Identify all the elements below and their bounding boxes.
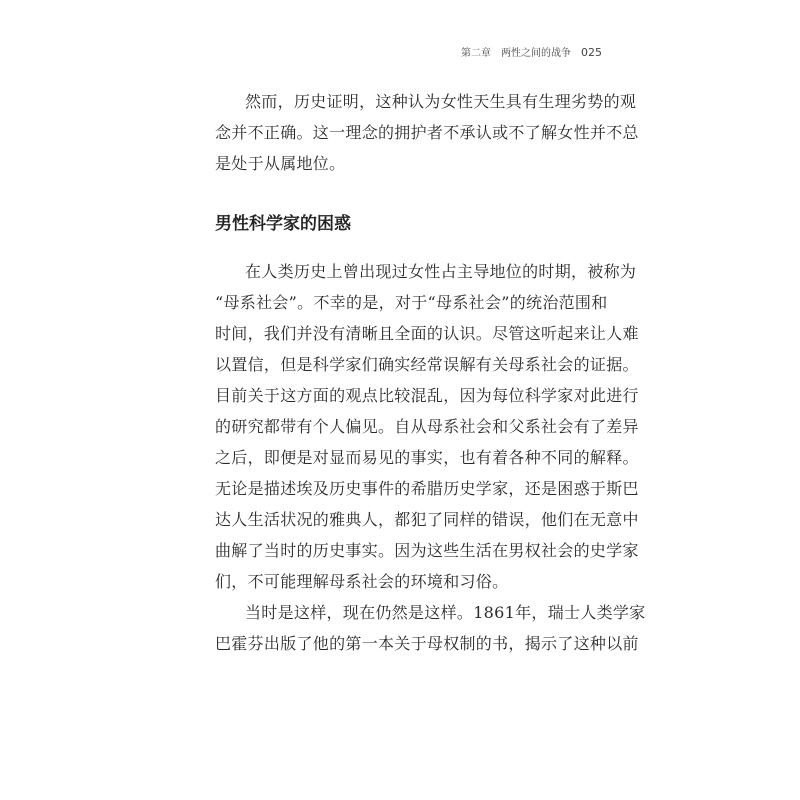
body-line: 念并不正确。这一理念的拥护者不承认或不了解女性并不总	[215, 123, 639, 142]
body-line: 是处于从属地位。	[215, 154, 346, 173]
body-line: “母系社会”。不幸的是，对于“母系社会”的统治范围和	[215, 293, 608, 312]
page-number: 025	[581, 46, 602, 59]
body-line: 们，不可能理解母系社会的环境和习俗。	[215, 572, 509, 591]
body-line: 达人生活状况的雅典人，都犯了同样的错误，他们在无意中	[215, 510, 639, 529]
body-line: 然而，历史证明，这种认为女性天生具有生理劣势的观	[245, 92, 637, 111]
body-line: 当时是这样，现在仍然是这样。1861年，瑞士人类学家	[245, 603, 646, 622]
body-line: 以置信，但是科学家们确实经常误解有关母系社会的证据。	[215, 355, 639, 374]
body-line: 之后，即便是对显而易见的事实，也有着各种不同的解释。	[215, 448, 639, 467]
body-line: 在人类历史上曾出现过女性占主导地位的时期，被称为	[245, 262, 637, 281]
body-line: 无论是描述埃及历史事件的希腊历史学家，还是困惑于斯巴	[215, 479, 639, 498]
body-line: 时间，我们并没有清晰且全面的认识。尽管这听起来让人难	[215, 324, 639, 343]
body-line: 曲解了当时的历史事实。因为这些生活在男权社会的史学家	[215, 541, 639, 560]
running-header	[461, 44, 602, 59]
chapter-number: 第二章	[461, 48, 491, 59]
body-line: 巴霍芬出版了他的第一本关于母权制的书，揭示了这种以前	[215, 634, 639, 653]
chapter-title: 两性之间的战争	[501, 48, 571, 59]
body-line: 目前关于这方面的观点比较混乱，因为每位科学家对此进行	[215, 386, 639, 405]
section-heading: 男性科学家的困惑	[215, 214, 351, 234]
body-line: 的研究都带有个人偏见。自从母系社会和父系社会有了差异	[215, 417, 639, 436]
